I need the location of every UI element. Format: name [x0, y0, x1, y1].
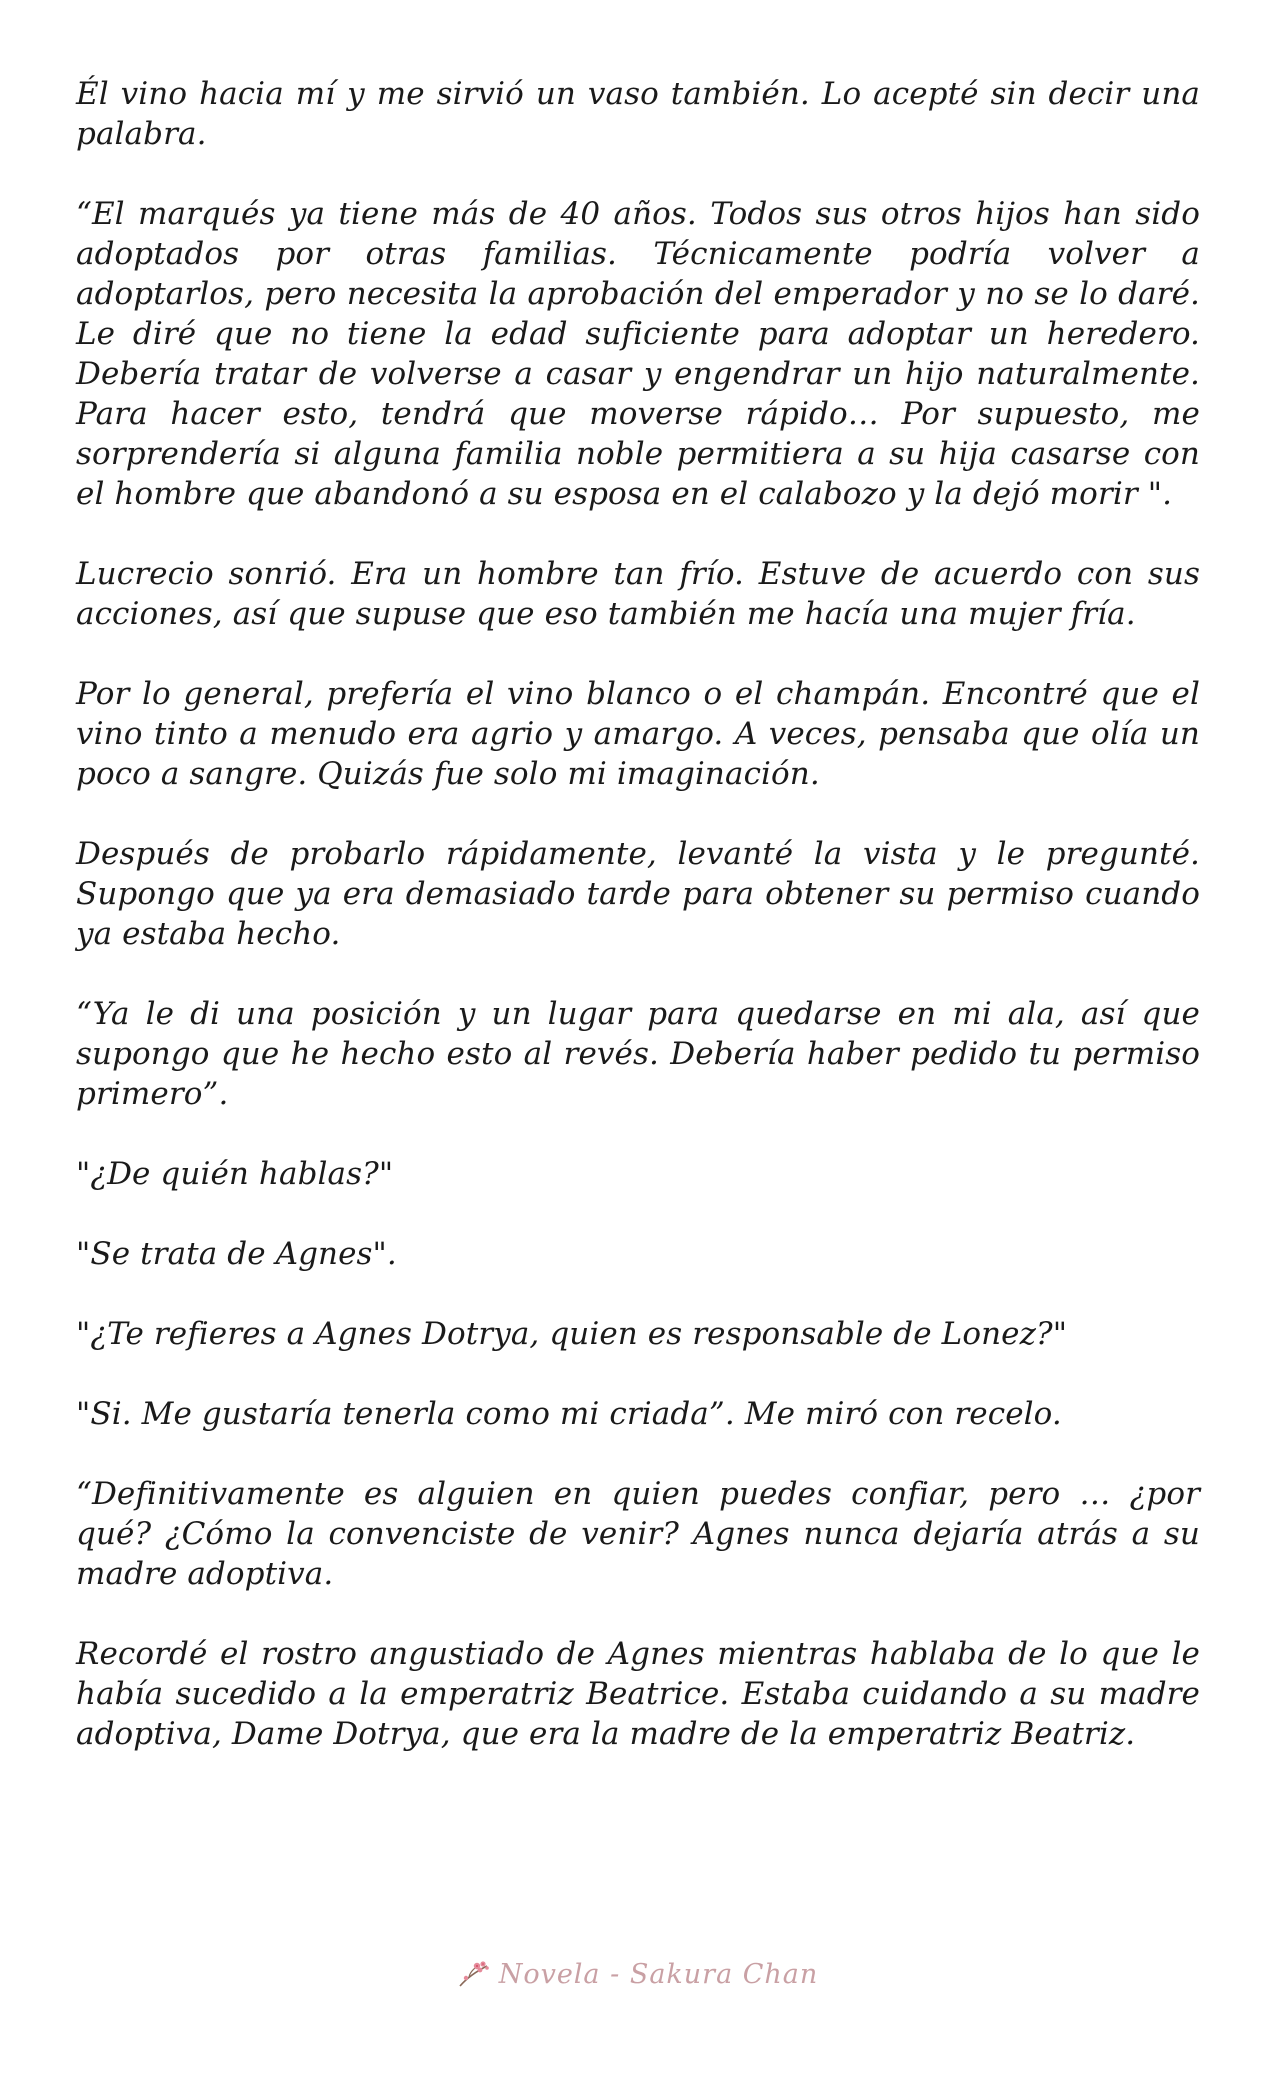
paragraph: “Definitivamente es alguien en quien puedes confiar, pero … ¿por qué? ¿Cómo la convenciste de venir? Agnes nunca dejaría atrás a su madre adoptiva.: [76, 1476, 1200, 1592]
paragraph: Por lo general, prefería el vino blanco o el champán. Encontré que el vino tinto a menudo era agrio y amargo. A veces, pensaba que olía un poco a sangre. Quizás fue solo mi imaginación.: [76, 676, 1200, 792]
paragraph: Él vino hacia mí y me sirvió un vaso también. Lo acepté sin decir una palabra.: [76, 76, 1200, 152]
sakura-icon: [457, 1958, 491, 1990]
watermark-text: Novela - Sakura Chan: [498, 1958, 819, 1990]
paragraph: "¿De quién hablas?": [76, 1156, 394, 1192]
paragraph: Recordé el rostro angustiado de Agnes mientras hablaba de lo que le había sucedido a la emperatriz Beatrice. Estaba cuidando a su madre adoptiva, Dame Dotrya, que era la madre de la emperatriz Beatriz.: [76, 1636, 1200, 1752]
watermark: [457, 1958, 819, 1990]
paragraph: "Se trata de Agnes".: [76, 1236, 397, 1272]
paragraph: Después de probarlo rápidamente, levanté la vista y le pregunté. Supongo que ya era demasiado tarde para obtener su permiso cuando ya estaba hecho.: [76, 836, 1200, 952]
document-body: [76, 74, 1200, 1794]
paragraph: "¿Te refieres a Agnes Dotrya, quien es responsable de Lonez?": [76, 1316, 1068, 1352]
paragraph: “El marqués ya tiene más de 40 años. Todos sus otros hijos han sido adoptados por otras familias. Técnicamente podría volver a adoptarlos, pero necesita la aprobación del emperador y no se lo daré. Le diré que no tiene la edad suficiente para adoptar un heredero. Debería tratar de volverse a casar y engendrar un hijo naturalmente. Para hacer esto, tendrá que moverse rápido… Por supuesto, me sorprendería si alguna familia noble permitiera a su hija casarse con el hombre que abandonó a su esposa en el calabozo y la dejó morir ".: [76, 196, 1200, 512]
paragraph: “Ya le di una posición y un lugar para quedarse en mi ala, así que supongo que he hecho esto al revés. Debería haber pedido tu permiso primero”.: [76, 996, 1200, 1112]
paragraph: Lucrecio sonrió. Era un hombre tan frío. Estuve de acuerdo con sus acciones, así que supuse que eso también me hacía una mujer fría.: [76, 556, 1200, 632]
watermark-footer: [0, 1958, 1275, 1990]
paragraph: "Si. Me gustaría tenerla como mi criada”. Me miró con recelo.: [76, 1396, 1062, 1432]
